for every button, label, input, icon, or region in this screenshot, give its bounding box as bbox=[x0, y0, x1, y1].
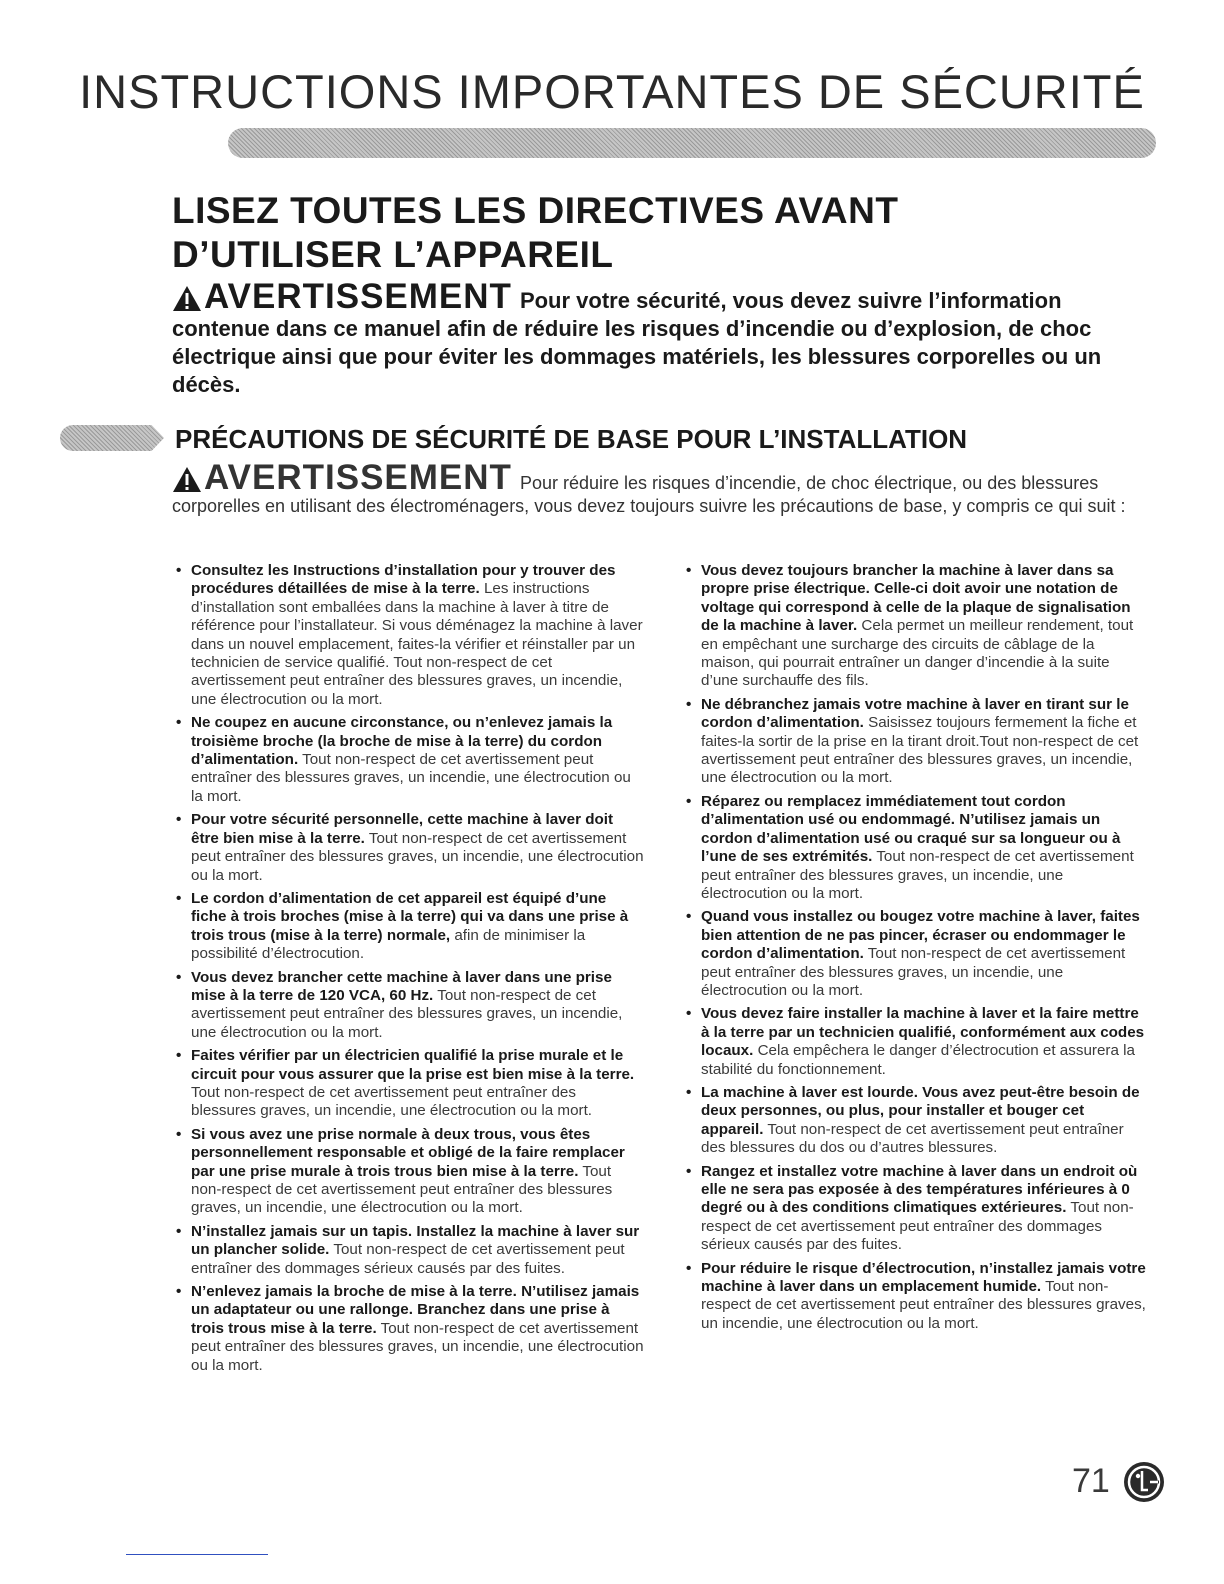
page-number: 71 bbox=[1072, 1462, 1110, 1500]
item-bold-text: N’installez jamais sur un tapis. Installez la machine à laver sur un plancher solide. bbox=[191, 1222, 640, 1259]
list-item bbox=[176, 1047, 644, 1121]
item-bold-text: Consultez les Instructions d’installation pour y trouver des procédures détaillées de mise à la terre. bbox=[191, 562, 616, 598]
item-text: Tout non-respect de cet avertissement peut entraîner des blessures graves, un incendie, une électrocution ou la mort. bbox=[191, 1083, 593, 1120]
section-decorative-arrow bbox=[60, 425, 164, 451]
list-item bbox=[686, 562, 1146, 691]
item-text: afin de minimiser la possibilité d’électrocution. bbox=[191, 926, 586, 963]
list-item bbox=[176, 969, 644, 1043]
lg-logo-icon bbox=[1122, 1460, 1166, 1504]
footer-rule bbox=[126, 1554, 268, 1555]
item-text: Tout non-respect de cet avertissement peut entraîner des blessures graves, un incendie, une électrocution ou la mort. bbox=[191, 1319, 644, 1374]
warning-triangle-icon bbox=[172, 466, 202, 493]
section-heading: PRÉCAUTIONS DE SÉCURITÉ DE BASE POUR L’INSTALLATION bbox=[175, 424, 968, 454]
list-item bbox=[176, 1223, 644, 1278]
warning-block-2 bbox=[172, 458, 1142, 518]
left-column bbox=[176, 562, 644, 1380]
list-item bbox=[686, 1084, 1146, 1158]
item-bold-text: Réparez ou remplacez immédiatement tout cordon d’alimentation usé ou endommagé. N’utilisez jamais un cordon d’alimentation usé ou craqué sur sa longueur ou à l’une de ses extrémités. bbox=[701, 792, 1121, 866]
item-text: Tout non-respect de cet avertissement peut entraîner des blessures du dos ou d’autres blessures. bbox=[701, 1120, 1124, 1157]
item-bold-text: Pour réduire le risque d’électrocution, n’installez jamais votre machine à laver dans un emplacement humide. bbox=[701, 1259, 1146, 1296]
main-heading-line-2: D’UTILISER L’APPAREIL bbox=[172, 234, 614, 275]
item-text: Cela empêchera le danger d’électrocution et assurera la stabilité du fonctionnement. bbox=[701, 1042, 1135, 1078]
item-text: Tout non-respect de cet avertissement peut entraîner des blessures graves, un incendie, une électrocution ou la mort. bbox=[701, 945, 1126, 999]
item-text: Tout non-respect de cet avertissement peut entraîner des blessures graves, un incendie, une électrocution ou la mort. bbox=[191, 986, 623, 1041]
item-bold-text: Si vous avez une prise normale à deux trous, vous êtes personnellement responsable et obligé de la faire remplacer par une prise murale à trois trous bien mise à la terre. bbox=[191, 1125, 625, 1180]
right-column bbox=[686, 562, 1146, 1380]
item-bold-text: Vous devez toujours brancher la machine à laver dans sa propre prise électrique. Celle-ci doit avoir une notation de voltage qui correspond à celle de la plaque de signalisation de la machine à laver. bbox=[701, 562, 1131, 635]
item-text: Saisissez toujours fermement la fiche et faites-la sortir de la prise en la tirant droit.Tout non-respect de cet avertissement peut entraîner des blessures graves, un incendie, une électrocution ou la mort. bbox=[701, 714, 1139, 787]
item-bold-text: Ne coupez en aucune circonstance, ou n’enlevez jamais la troisième broche (la broche de mise à la terre) du cordon d’alimentation. bbox=[191, 714, 613, 769]
item-bold-text: N’enlevez jamais la broche de mise à la terre. N’utilisez jamais un adaptateur ou une rallonge. Branchez dans une prise à trois trous mise à la terre. bbox=[191, 1283, 640, 1337]
list-item bbox=[686, 1163, 1146, 1255]
warning-text-1: Pour votre sécurité, vous devez suivre l’information contenue dans ce manuel afin de réduire les risques d’incendie ou d’explosion, de choc électrique ainsi que pour éviter les dommages matériels, les blessures corporelles ou un décès. bbox=[172, 288, 1102, 397]
item-bold-text: Vous devez faire installer la machine à laver et la faire mettre à la terre par un technicien qualifié, conformément aux codes locaux. bbox=[701, 1005, 1145, 1060]
list-item bbox=[176, 1126, 644, 1218]
item-text: Tout non-respect de cet avertissement peut entraîner des blessures graves, un incendie, une électrocution ou la mort. bbox=[191, 751, 631, 805]
warning-triangle-icon bbox=[172, 285, 202, 312]
item-bold-text: Ne débranchez jamais votre machine à laver en tirant sur le cordon d’alimentation. bbox=[701, 695, 1129, 732]
warning-label-1: AVERTISSEMENT bbox=[204, 277, 512, 316]
item-text: Tout non-respect de cet avertissement peut entraîner des dommages sérieux causés par des fuites. bbox=[701, 1199, 1134, 1254]
page-title: INSTRUCTIONS IMPORTANTES DE SÉCURITÉ bbox=[79, 65, 1145, 118]
item-text: Tout non-respect de cet avertissement peut entraîner des blessures graves, un incendie, une électrocution ou la mort. bbox=[701, 1278, 1146, 1332]
list-item bbox=[176, 562, 644, 709]
precautions-columns bbox=[176, 562, 1146, 1380]
title-decorative-bar bbox=[228, 128, 1156, 158]
item-text: Cela permet un meilleur rendement, tout en empêchant une surcharge des circuits de câblage de la maison, qui pourrait entraîner un danger d’incendie à la suite d’une surchauffe des fils. bbox=[701, 617, 1134, 690]
list-item bbox=[686, 1260, 1146, 1334]
list-item bbox=[686, 908, 1146, 1000]
main-heading bbox=[172, 189, 1152, 277]
item-bold-text: Rangez et installez votre machine à laver dans un endroit où elle ne sera pas exposée à des températures inférieures à 0 degré ou à des conditions climatiques extérieures. bbox=[701, 1162, 1138, 1217]
item-text: Tout non-respect de cet avertissement peut entraîner des blessures graves, un incendie, une électrocution ou la mort. bbox=[701, 848, 1134, 902]
item-text: Les instructions d’installation sont emballées dans la machine à laver à titre de référence pour l’installateur. Si vous déménagez la machine à laver dans un nouvel emplacement, faites-la vérifier et réinstaller par un technicien de service qualifié. Tout non-respect de cet avertissement peut entraîner des blessures graves, un incendie, une électrocution ou la mort. bbox=[191, 580, 643, 708]
warning-text-2: Pour réduire les risques d’incendie, de choc électrique, ou des blessures corporelles en utilisant des électroménagers, vous devez toujours suivre les précautions de base, y compris ce qui suit : bbox=[172, 473, 1126, 516]
item-bold-text: Faites vérifier par un électricien qualifié la prise murale et le circuit pour vous assurer que la prise est bien mise à la terre. bbox=[191, 1047, 635, 1083]
main-heading-line-1: LISEZ TOUTES LES DIRECTIVES AVANT bbox=[172, 190, 899, 231]
item-bold-text: Vous devez brancher cette machine à laver dans une prise mise à la terre de 120 VCA, 60 Hz. bbox=[191, 968, 612, 1004]
item-bold-text: La machine à laver est lourde. Vous avez peut-être besoin de deux personnes, ou plus, pour installer et bouger cet appareil. bbox=[701, 1083, 1140, 1138]
item-bold-text: Pour votre sécurité personnelle, cette machine à laver doit être bien mise à la terre. bbox=[191, 811, 614, 847]
item-bold-text: Quand vous installez ou bougez votre machine à laver, faites bien attention de ne pas pincer, écraser ou endommager le cordon d’alimentation. bbox=[701, 908, 1140, 963]
item-bold-text: Le cordon d’alimentation de cet appareil est équipé d’une fiche à trois broches (mise à la terre) qui va dans une prise à trois trous (mise à la terre) normale, bbox=[191, 889, 629, 944]
list-item bbox=[176, 890, 644, 964]
list-item bbox=[176, 811, 644, 885]
warning-block-1 bbox=[172, 277, 1132, 399]
item-text: Tout non-respect de cet avertissement peut entraîner des blessures graves, un incendie, une électrocution ou la mort. bbox=[191, 829, 644, 884]
list-item bbox=[686, 793, 1146, 903]
list-item bbox=[176, 1283, 644, 1375]
item-text: Tout non-respect de cet avertissement peut entraîner des blessures graves, un incendie, une électrocution ou la mort. bbox=[191, 1162, 613, 1217]
list-item bbox=[686, 696, 1146, 788]
list-item bbox=[176, 714, 644, 806]
warning-label-2: AVERTISSEMENT bbox=[204, 458, 512, 497]
item-text: Tout non-respect de cet avertissement peut entraîner des dommages sérieux causés par des fuites. bbox=[191, 1241, 625, 1277]
list-item bbox=[686, 1005, 1146, 1079]
